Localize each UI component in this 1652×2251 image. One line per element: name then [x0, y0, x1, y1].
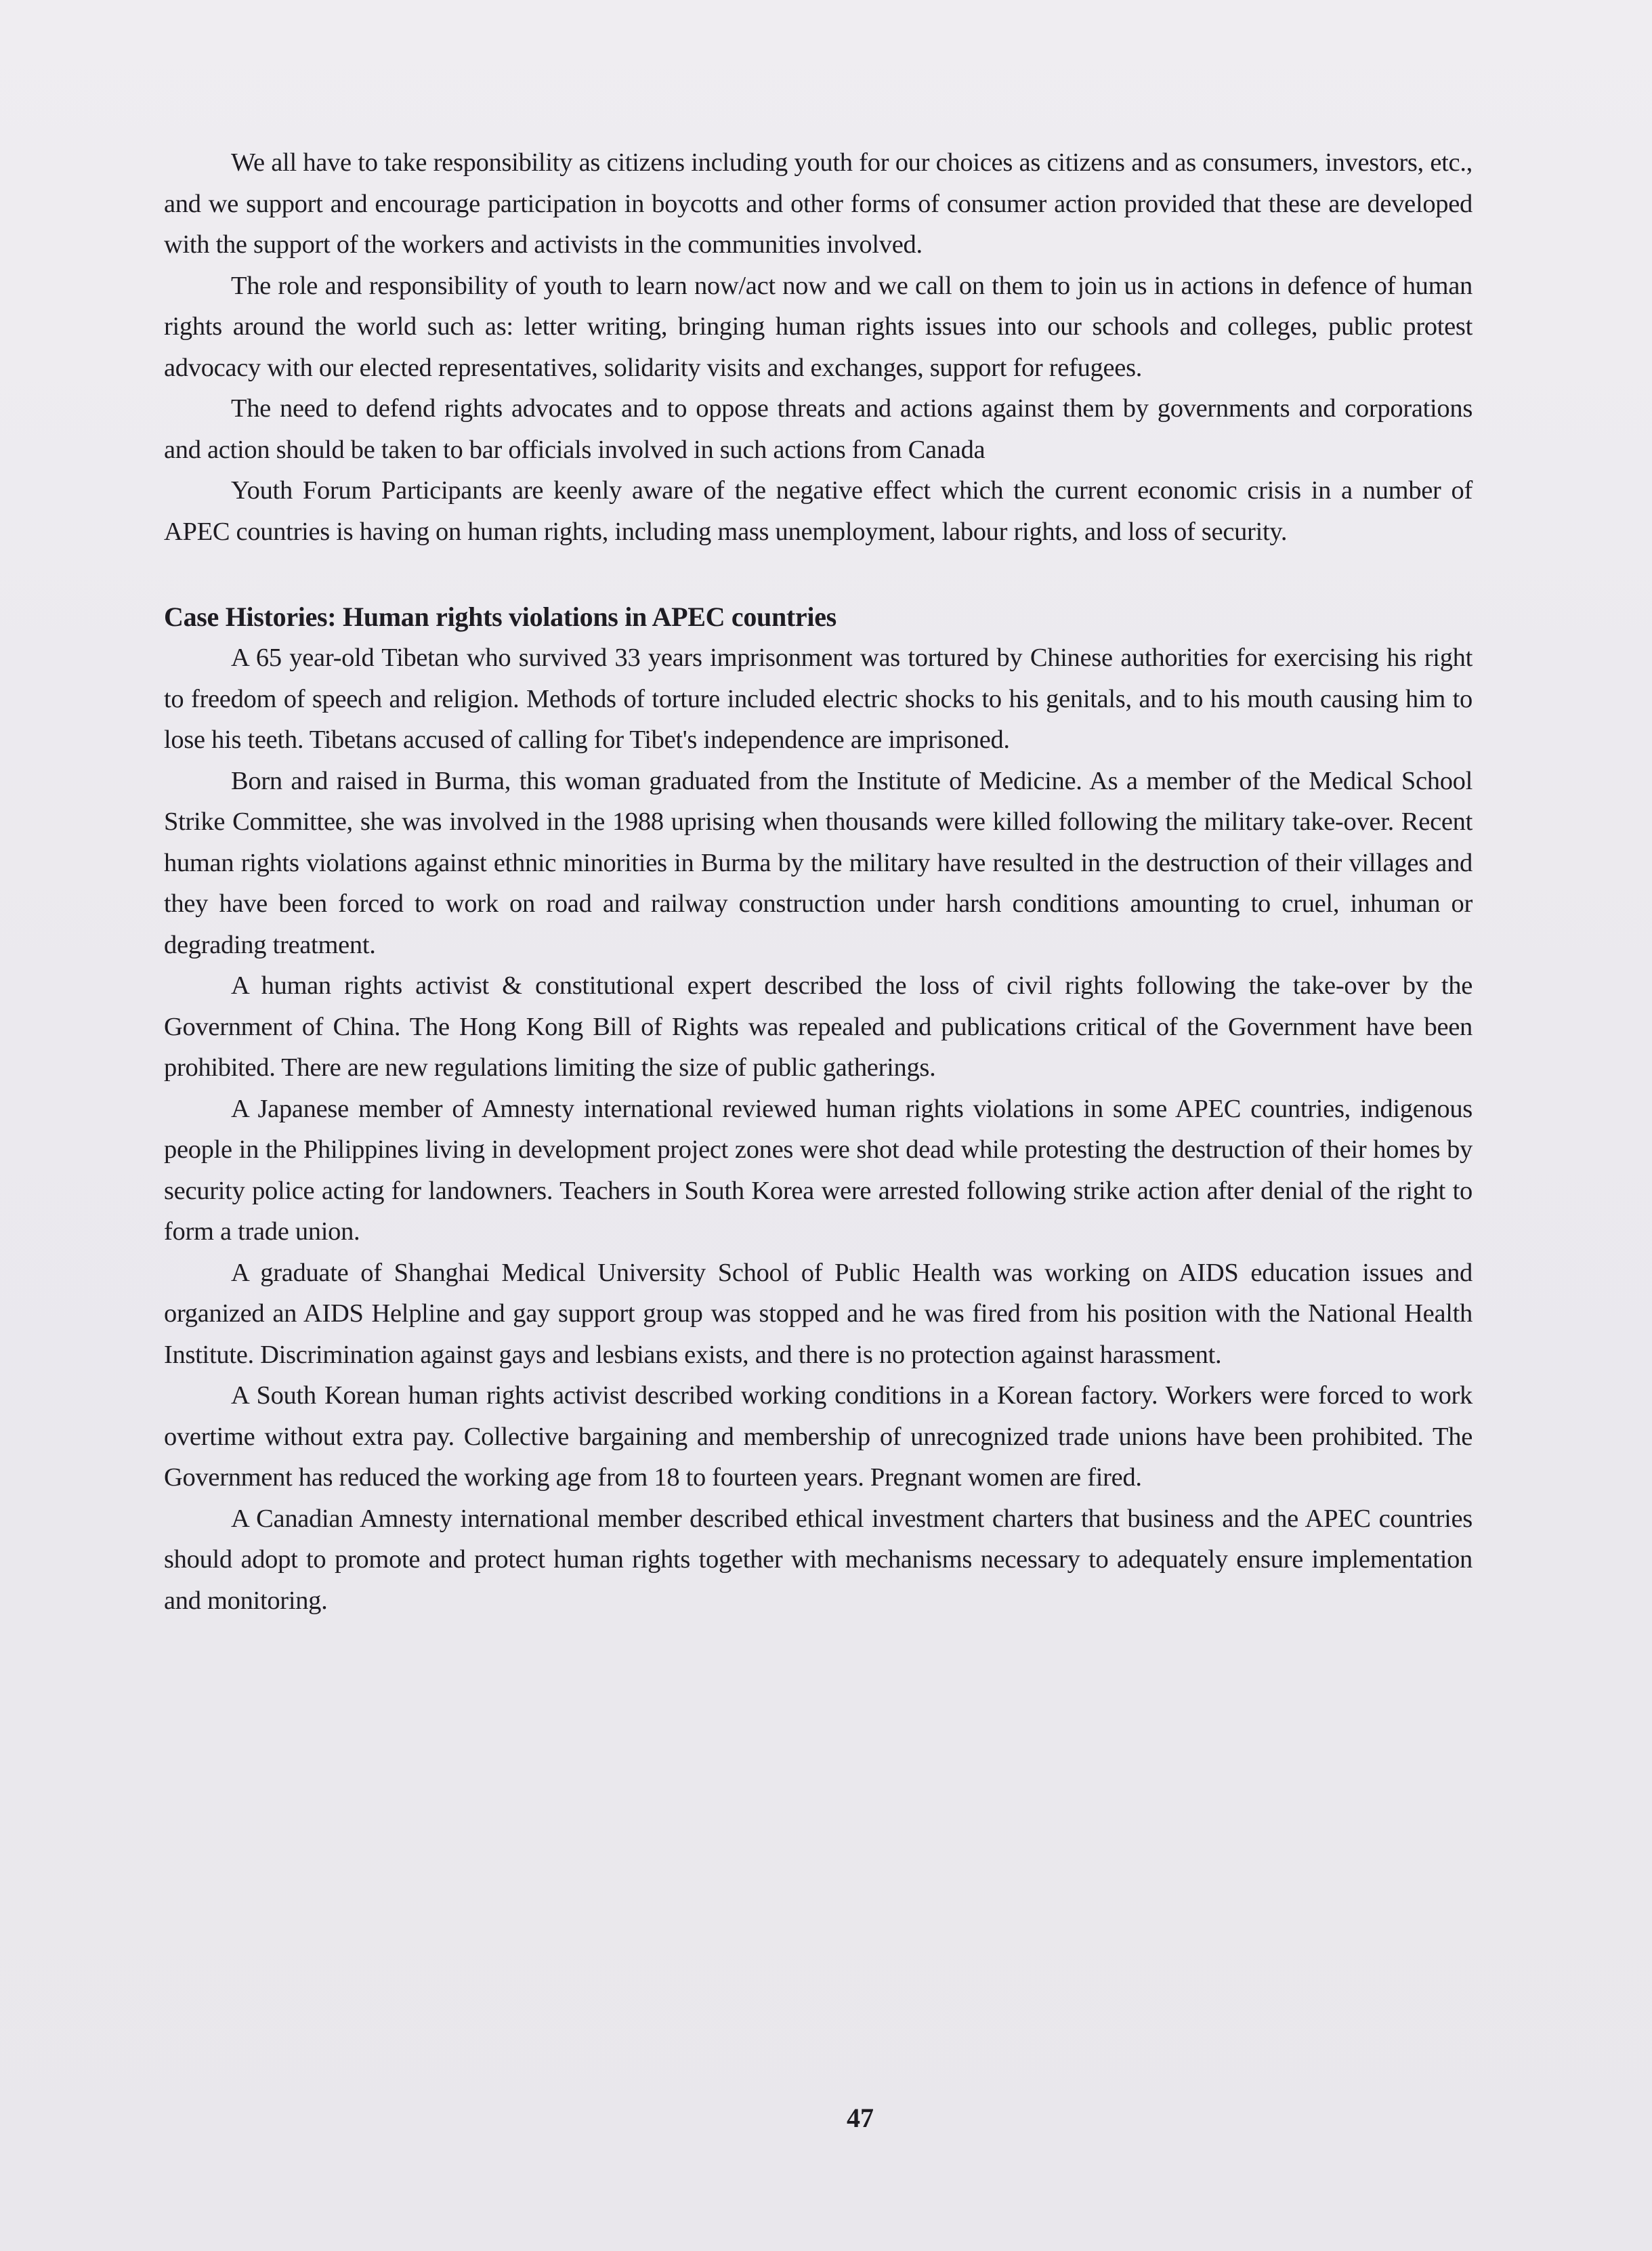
- case-hong-kong: A human rights activist & constitutional expert described the loss of civil rights following the take-over by the Government of China. The Hong Kong Bill of Rights was repealed and publications critical of the Government have been prohibited. There are new regulations limiting the size of public gatherings.: [164, 971, 1473, 1082]
- page-number: 47: [847, 2103, 874, 2133]
- paragraph-defend-advocates: The need to defend rights advocates and to oppose threats and actions against them by governments and corporations and action should be taken to bar officials involved in such actions from Canada: [164, 394, 1473, 464]
- paragraph-responsibility: We all have to take responsibility as citizens including youth for our choices as citizens and as consumers, investors, etc., and we support and encourage participation in boycotts and other forms of consumer action provided that these are developed with the support of the workers and activists in the communities involved.: [164, 148, 1473, 259]
- case-canada-amnesty: A Canadian Amnesty international member described ethical investment charters that business and the APEC countries should adopt to promote and protect human rights together with mechanisms necessary to adequately ensure implementation and monitoring.: [164, 1504, 1473, 1615]
- case-tibet: A 65 year-old Tibetan who survived 33 years imprisonment was tortured by Chinese authorities for exercising his right to freedom of speech and religion. Methods of torture included electric shocks to his genitals, and to his mouth causing him to lose his teeth. Tibetans accused of calling for Tibet's independence are imprisoned.: [164, 644, 1473, 754]
- case-japan-review: A Japanese member of Amnesty international reviewed human rights violations in some APEC countries, indigenous people in the Philippines living in development project zones were shot dead while protesting the destruction of their homes by security police acting for landowners. Teachers in South Korea were arrested following strike action after denial of the right to form a trade union.: [164, 1094, 1473, 1246]
- paragraph-economic-crisis: Youth Forum Participants are keenly aware of the negative effect which the current economic crisis in a number of APEC countries is having on human rights, including mass unemployment, labour rights, and loss of security.: [164, 476, 1473, 546]
- case-burma: Born and raised in Burma, this woman graduated from the Institute of Medicine. As a member of the Medical School Strike Committee, she was involved in the 1988 uprising when thousands were killed following the military take-over. Recent human rights violations against ethnic minorities in Burma by the military have resulted in the destruction of their villages and they have been forced to work on road and railway construction under harsh conditions amounting to cruel, inhuman or degrading treatment.: [164, 766, 1473, 959]
- section-heading: Case Histories: Human rights violations in APEC countries: [164, 602, 836, 632]
- case-south-korea: A South Korean human rights activist described working conditions in a Korean factory. Workers were forced to work overtime without extra pay. Collective bargaining and membership of unrecognized trade unions have been prohibited. The Government has reduced the working age from 18 to fourteen years. Pregnant women are fired.: [164, 1381, 1473, 1492]
- case-shanghai: A graduate of Shanghai Medical University School of Public Health was working on AIDS education issues and organized an AIDS Helpline and gay support group was stopped and he was fired from his position with the National Health Institute. Discrimination against gays and lesbians exists, and there is no protection against harassment.: [164, 1258, 1473, 1369]
- paragraph-youth-role: The role and responsibility of youth to learn now/act now and we call on them to join us in actions in defence of human rights around the world such as: letter writing, bringing human rights issues into our schools and colleges, public protest advocacy with our elected representatives, solidarity visits and exchanges, support for refugees.: [164, 271, 1473, 382]
- page-body: [164, 142, 1473, 1621]
